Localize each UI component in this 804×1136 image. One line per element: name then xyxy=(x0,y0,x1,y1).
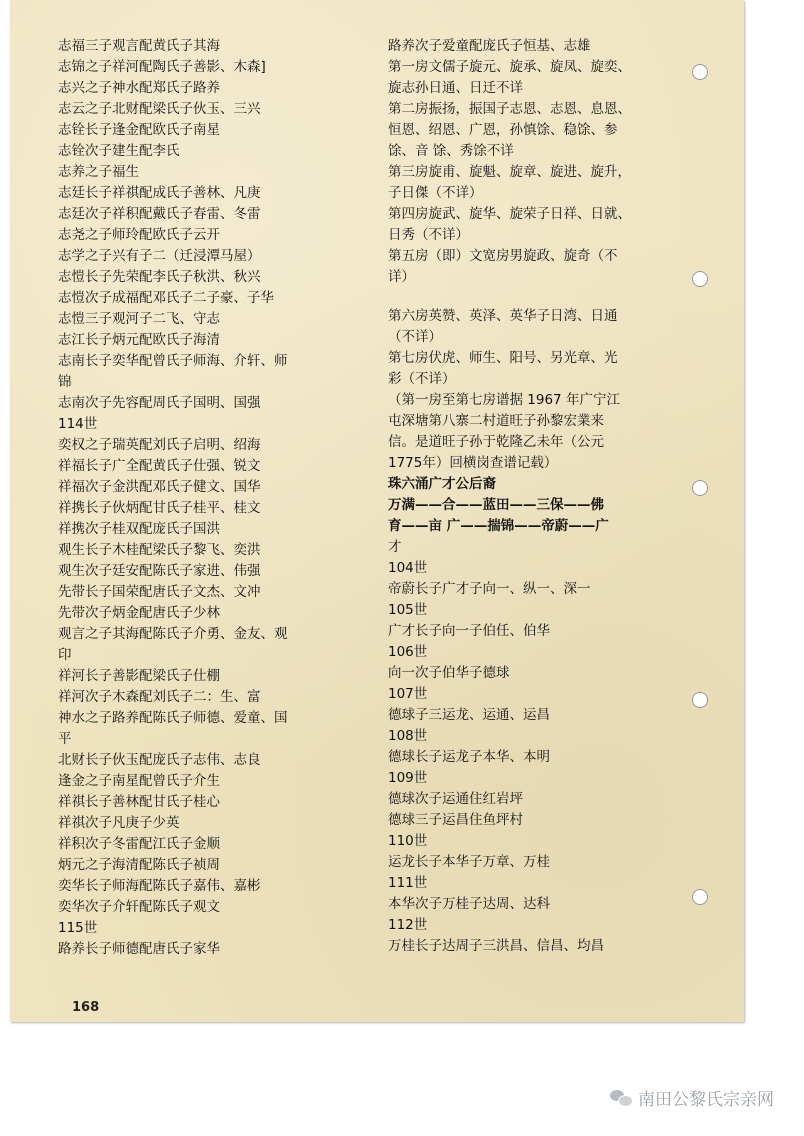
text-line: 帝蔚长子广才子向一、纵一、深一 xyxy=(388,581,591,597)
text-line: 逢金之子南星配曾氏子介生 xyxy=(58,773,220,789)
text-line: 108世 xyxy=(388,728,428,744)
right-text-column xyxy=(388,36,638,957)
binder-hole xyxy=(692,271,708,287)
watermark xyxy=(610,1085,774,1110)
text-line: 先带长子国荣配唐氏子文杰、文冲 xyxy=(58,584,261,600)
text-line: 日秀（不详） xyxy=(388,227,469,243)
text-line: 祥福次子金洪配邓氏子健文、国华 xyxy=(58,479,261,495)
text-line: 信。是道旺子孙于乾隆乙未年（公元 xyxy=(388,434,604,450)
binder-hole xyxy=(692,64,708,80)
text-line: 志学之子兴有子二（迁浸潭马屋） xyxy=(58,248,261,264)
text-line: 志江长子炳元配欧氏子海清 xyxy=(58,332,220,348)
text-line: 志铨长子逢金配欧氏子南星 xyxy=(58,122,220,138)
binder-hole xyxy=(692,480,708,496)
text-line: 第三房旋甫、旋魁、旋章、旋进、旋升， xyxy=(388,164,631,180)
text-line: 志养之子福生 xyxy=(58,164,139,180)
text-line: 祥河长子善影配梁氏子仕棚 xyxy=(58,668,220,684)
text-line: 祥河次子木森配刘氏子二：生、富 xyxy=(58,689,261,705)
text-line: 屯深塘第八寨二村道旺子孙黎宏業来 xyxy=(388,413,604,429)
text-line: 奕华次子介轩配陈氏子观文 xyxy=(58,899,220,915)
wechat-icon xyxy=(610,1089,632,1107)
right-column-bottom-block xyxy=(388,306,638,957)
text-line: 旋志孙日通、日迁不详 xyxy=(388,80,523,96)
page-number: 168 xyxy=(72,1000,100,1015)
right-column-top-block xyxy=(388,36,638,288)
text-line: 志尧之子师玲配欧氏子云开 xyxy=(58,227,220,243)
text-line: 第四房旋武、旋华、旋荣子日祥、日就、 xyxy=(388,206,631,222)
text-line: 志愷长子先荣配李氏子秋洪、秋兴 xyxy=(58,269,261,285)
text-line: 第二房振扬，振国子志恩、志恩、息恩、 xyxy=(388,101,631,117)
text-line: 志兴之子神水配郑氏子路养 xyxy=(58,80,220,96)
text-line: 112世 xyxy=(388,917,428,933)
book-page xyxy=(10,0,744,1022)
text-line: 祥祺次子凡庚子少英 xyxy=(58,815,180,831)
text-line: 神水之子路养配陈氏子师德、爱童、国 xyxy=(58,710,288,726)
text-line: 志愷次子成福配邓氏子二子豪、子华 xyxy=(58,290,274,306)
text-line: 107世 xyxy=(388,686,428,702)
text-line: 奕华长子师海配陈氏子嘉伟、嘉彬 xyxy=(58,878,261,894)
text-line: 1775年）回横岗查谱记载） xyxy=(388,455,558,471)
text-line: 万桂长子达周子三洪昌、信昌、均昌 xyxy=(388,938,604,954)
text-line: 第七房伏虎、师生、阳号、另光章、光 xyxy=(388,350,618,366)
text-line: 育——亩 广——揣锦——帝蔚——广 xyxy=(388,518,609,534)
text-line: 志云之子北财配梁氏子伙玉、三兴 xyxy=(58,101,261,117)
binder-hole xyxy=(692,692,708,708)
text-line: 志南长子奕华配曾氏子师海、介轩、师 xyxy=(58,353,288,369)
text-line: 111世 xyxy=(388,875,428,891)
text-line: 110世 xyxy=(388,833,428,849)
text-line: 恒恩、绍恩、广恩，孙慎馀、稳馀、参 xyxy=(388,122,618,138)
text-line: 祥携长子伙炳配甘氏子桂平、桂文 xyxy=(58,500,261,516)
text-line: 115世 xyxy=(58,920,98,936)
text-line: 德球长子运龙子本华、本明 xyxy=(388,749,550,765)
text-line: 炳元之子海清配陈氏子祯周 xyxy=(58,857,220,873)
text-line: 105世 xyxy=(388,602,428,618)
text-line: 路养长子师德配唐氏子家华 xyxy=(58,941,220,957)
text-line: 第六房英赞、英泽、英华子日湾、日通 xyxy=(388,308,618,324)
text-line: 第一房文儒子旋元、旋承、旋凤、旋奕、 xyxy=(388,59,631,75)
text-line: 104世 xyxy=(388,560,428,576)
text-line: 祥祺长子善林配甘氏子桂心 xyxy=(58,794,220,810)
text-line: 祥携次子桂双配庞氏子国洪 xyxy=(58,521,220,537)
text-line: 德球次子运通住红岩坪 xyxy=(388,791,523,807)
text-line: 志廷长子祥祺配成氏子善林、凡庚 xyxy=(58,185,261,201)
text-line: 印 xyxy=(58,647,72,663)
text-line: 奕权之子瑞英配刘氏子启明、绍海 xyxy=(58,437,261,453)
text-line: 106世 xyxy=(388,644,428,660)
text-line: 德球子三运龙、运通、运昌 xyxy=(388,707,550,723)
text-line: 才 xyxy=(388,539,402,555)
text-line: 万满——合——蓝田——三保——佛 xyxy=(388,497,604,513)
text-line: 观生次子廷安配陈氏子家进、伟强 xyxy=(58,563,261,579)
text-line: 第五房（即）文宽房男旋政、旋奇（不 xyxy=(388,248,618,264)
text-line: 109世 xyxy=(388,770,428,786)
text-line: 向一次子伯华子德球 xyxy=(388,665,510,681)
text-line: 子日傑（不详） xyxy=(388,185,483,201)
watermark-text: 南田公黎氏宗亲网 xyxy=(638,1090,774,1110)
text-line: 锦 xyxy=(58,374,72,390)
text-line: 观生长子木桂配梁氏子黎飞、奕洪 xyxy=(58,542,261,558)
text-line: 彩（不详） xyxy=(388,371,456,387)
text-line: 馀、音 馀、秀馀不详 xyxy=(388,143,514,159)
text-line: 志南次子先容配周氏子国明、国强 xyxy=(58,395,261,411)
text-line: 志廷次子祥积配戴氏子春雷、冬雷 xyxy=(58,206,261,222)
text-line: 德球三子运昌住鱼坪村 xyxy=(388,812,523,828)
text-line: 志福三子观言配黄氏子其海 xyxy=(58,38,220,54)
text-line: （第一房至第七房谱据 1967 年广宁江 xyxy=(388,392,620,408)
text-line: 志愷三子观河子二飞、守志 xyxy=(58,311,220,327)
text-line: 先带次子炳金配唐氏子少林 xyxy=(58,605,220,621)
text-line: 祥积次子冬雷配江氏子金顺 xyxy=(58,836,220,852)
text-line: 观言之子其海配陈氏子介勇、金友、观 xyxy=(58,626,288,642)
left-text-column xyxy=(58,36,358,960)
text-line: 北财长子伙玉配庞氏子志伟、志良 xyxy=(58,752,261,768)
text-line: 详） xyxy=(388,269,415,285)
text-line: 路养次子爱童配庞氏子恒基、志雄 xyxy=(388,38,591,54)
binder-hole xyxy=(692,889,708,905)
text-line: 本华次子万桂子达周、达科 xyxy=(388,896,550,912)
text-line: 志锦之子祥河配陶氏子善影、木森] xyxy=(58,59,266,75)
text-line: （不详） xyxy=(388,329,442,345)
paragraph-gap xyxy=(388,288,638,306)
text-line: 珠六涌广才公后裔 xyxy=(388,476,496,492)
text-line: 祥福长子广全配黄氏子仕强、锐文 xyxy=(58,458,261,474)
text-line: 运龙长子本华子万章、万桂 xyxy=(388,854,550,870)
text-line: 志铨次子建生配李氏 xyxy=(58,143,180,159)
text-line: 广才长子向一子伯任、伯华 xyxy=(388,623,550,639)
text-line: 平 xyxy=(58,731,72,747)
text-line: 114世 xyxy=(58,416,98,432)
